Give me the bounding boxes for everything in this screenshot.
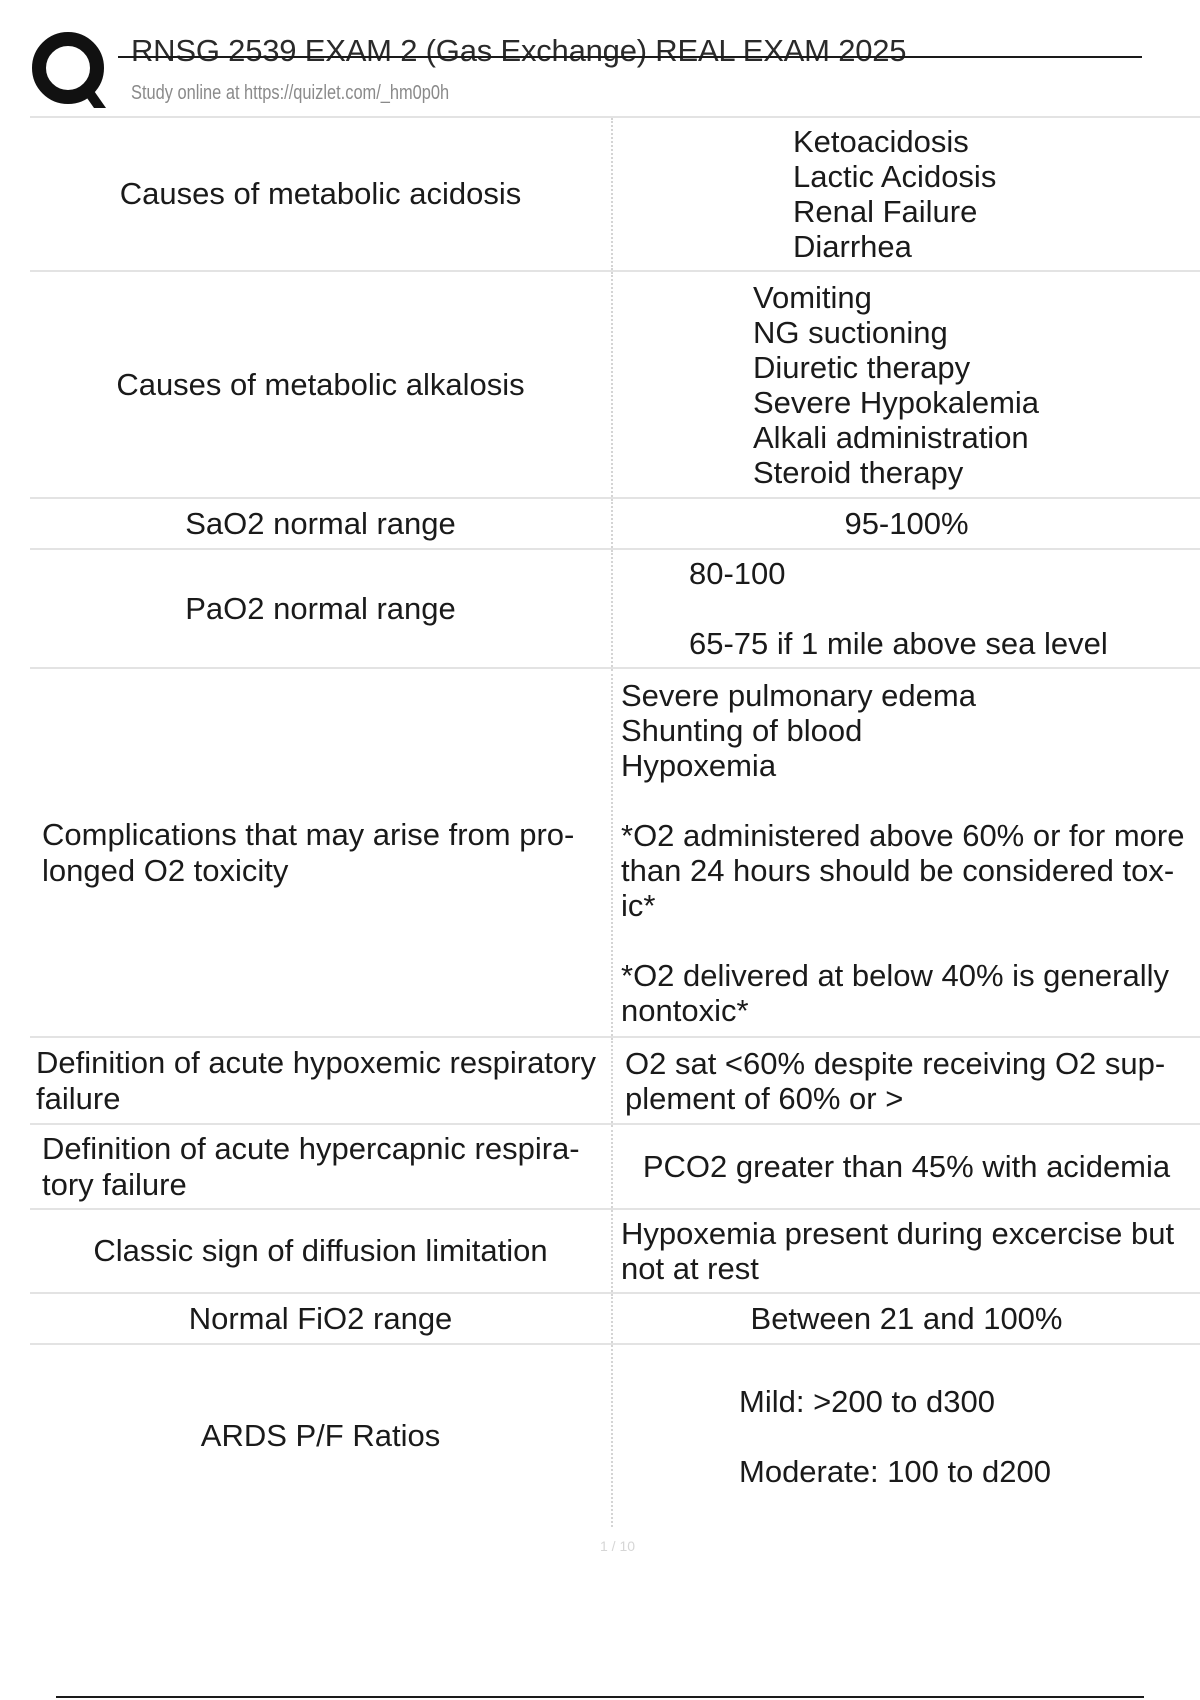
flashcard-row: [30, 667, 1200, 1036]
card-definition-text: 80-100 65-75 if 1 mile above sea level: [689, 556, 1108, 661]
card-definition: [613, 550, 1200, 667]
card-definition: [613, 1345, 1200, 1527]
document-title: RNSG 2539 EXAM 2 (Gas Exchange) REAL EXAM 2025: [131, 33, 907, 68]
quizlet-logo-icon: [30, 30, 110, 112]
card-definition: [613, 118, 1200, 270]
page-bottom-rule: [56, 1696, 1144, 1698]
flashcard-row: [30, 1292, 1200, 1343]
card-definition-text: Ketoacidosis Lactic Acidosis Renal Failure Diarrhea: [793, 124, 997, 264]
title-strike-line: [118, 56, 1142, 58]
document-header: [0, 0, 1200, 118]
card-definition-text: Hypoxemia present during excercise but not at rest: [621, 1216, 1175, 1286]
flashcard-row: [30, 548, 1200, 667]
page-number: 1 / 10: [600, 1538, 636, 1554]
card-definition: [613, 1038, 1200, 1123]
card-definition-text: O2 sat <60% despite receiving O2 sup- plement of 60% or >: [625, 1045, 1166, 1116]
flashcard-row: [30, 116, 1200, 270]
card-definition: PCO2 greater than 45% with acidemia: [642, 1149, 1171, 1184]
card-term: Definition of acute hypoxemic respiratory failure: [30, 1038, 613, 1123]
card-definition-text: Severe pulmonary edema Shunting of blood Hypoxemia *O2 administered above 60% or for more than 24 hours should be considered tox- ic* *O2 delivered at below 40% is generally nontoxic*: [621, 677, 1185, 1028]
card-definition: [613, 1210, 1200, 1292]
card-definition-text: Vomiting NG suctioning Diuretic therapy Severe Hypokalemia Alkali administration Steroid therapy: [753, 279, 1040, 490]
card-term: Complications that may arise from pro- longed O2 toxicity: [30, 669, 613, 1036]
card-definition-text: Mild: >200 to d300 Moderate: 100 to d200: [739, 1383, 1051, 1489]
flashcard-row: [30, 270, 1200, 497]
card-term: Causes of metabolic alkalosis: [30, 272, 613, 497]
flashcard-row: [30, 1343, 1200, 1527]
card-term: SaO2 normal range: [30, 499, 613, 548]
flashcard-row: [30, 1036, 1200, 1123]
card-definition: [613, 272, 1200, 497]
card-term: Definition of acute hypercapnic respira- tory failure: [30, 1125, 613, 1208]
flashcard-row: [30, 1208, 1200, 1292]
flashcard-row: [30, 1123, 1200, 1208]
card-term: PaO2 normal range: [30, 550, 613, 667]
card-term: Causes of metabolic acidosis: [30, 118, 613, 270]
flashcard-row: [30, 497, 1200, 548]
card-definition: Between 21 and 100%: [750, 1301, 1063, 1336]
study-online-link[interactable]: Study online at https://quizlet.com/_hm0p0h: [131, 82, 450, 104]
flashcard-list: [30, 116, 1200, 1527]
card-term: Classic sign of diffusion limitation: [30, 1210, 613, 1292]
card-term: Normal FiO2 range: [30, 1294, 613, 1343]
card-definition: [613, 669, 1200, 1036]
card-term: ARDS P/F Ratios: [30, 1345, 613, 1527]
card-definition: 95-100%: [844, 506, 969, 541]
